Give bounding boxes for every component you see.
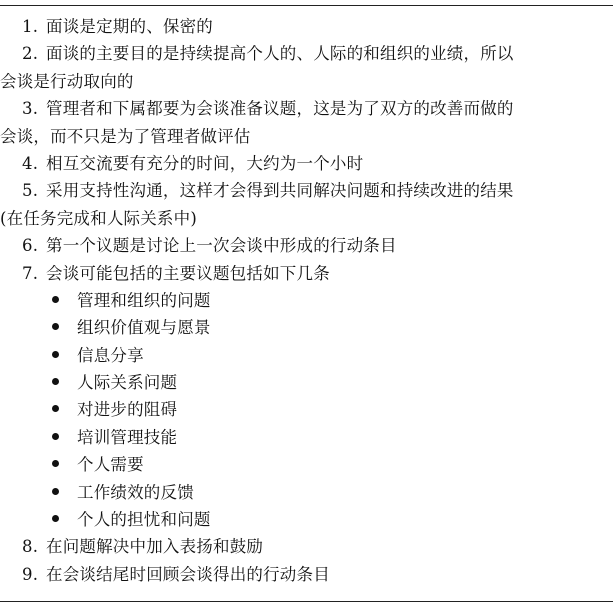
bullet-item (0, 287, 613, 314)
bullet-item (0, 424, 613, 451)
bullet-text: 管理和组织的问题 (77, 290, 211, 310)
item-number: 2. (22, 44, 39, 64)
item-text-continued: (在任务完成和人际关系中) (0, 208, 197, 228)
bullet-text: 工作绩效的反馈 (77, 482, 194, 502)
item-text: 管理者和下属都要为会谈准备议题，这是为了双方的改善而做的 (46, 99, 514, 119)
bullet-dot-icon (52, 378, 59, 385)
bullet-item (0, 314, 613, 341)
list-item-3 (0, 95, 613, 150)
guidelines-list (0, 13, 613, 588)
list-item-4 (0, 150, 613, 177)
bullet-text: 对进步的阻碍 (77, 400, 178, 420)
bullet-item (0, 451, 613, 478)
bottom-rule (0, 601, 613, 602)
bullet-item (0, 396, 613, 423)
bullet-dot-icon (52, 296, 59, 303)
item-text: 在会谈结尾时回顾会谈得出的行动条目 (46, 564, 330, 584)
bullet-item (0, 369, 613, 396)
item-text: 在问题解决中加入表扬和鼓励 (46, 537, 264, 557)
bullet-text: 个人需要 (77, 455, 144, 475)
bullet-item (0, 479, 613, 506)
list-item-1 (0, 13, 613, 40)
bullet-item (0, 506, 613, 533)
item-number: 4. (22, 153, 39, 173)
item-text: 会谈可能包括的主要议题包括如下几条 (46, 263, 330, 283)
bullet-text: 个人的担忧和问题 (77, 510, 211, 530)
list-item-9 (0, 561, 613, 588)
item-text: 第一个议题是讨论上一次会谈中形成的行动条目 (46, 236, 397, 256)
item-number: 8. (22, 537, 39, 557)
bullet-item (0, 342, 613, 369)
bullet-dot-icon (52, 515, 59, 522)
list-item-7 (0, 260, 613, 287)
bullet-text: 人际关系问题 (77, 373, 178, 393)
list-item-6 (0, 232, 613, 259)
item-number: 5. (22, 181, 39, 201)
item-text: 相互交流要有充分的时间，大约为一个小时 (46, 153, 364, 173)
item-number: 9. (22, 564, 39, 584)
bullet-text: 组织价值观与愿景 (77, 318, 211, 338)
item-text: 采用支持性沟通，这样才会得到共同解决问题和持续改进的结果 (46, 181, 514, 201)
item-number: 1. (22, 17, 39, 36)
top-rule (0, 5, 613, 6)
list-item-5 (0, 177, 613, 232)
bullet-text: 信息分享 (77, 345, 144, 365)
bullet-dot-icon (52, 433, 59, 440)
list-item-8 (0, 533, 613, 560)
list-item-2 (0, 40, 613, 95)
bullet-dot-icon (52, 405, 59, 412)
bullet-dot-icon (52, 488, 59, 495)
item-number: 6. (22, 236, 39, 256)
bullet-dot-icon (52, 351, 59, 358)
item-number: 3. (22, 99, 39, 119)
bullet-dot-icon (52, 460, 59, 467)
item-text-continued: 会谈是行动取向的 (0, 71, 134, 91)
item-text: 面谈的主要目的是持续提高个人的、人际的和组织的业绩，所以 (46, 44, 514, 64)
item-number: 7. (22, 263, 39, 283)
item-text: 面谈是定期的、保密的 (46, 17, 213, 36)
item-text-continued: 会谈，而不只是为了管理者做评估 (0, 126, 251, 146)
bullet-text: 培训管理技能 (77, 427, 178, 447)
bullet-dot-icon (52, 323, 59, 330)
